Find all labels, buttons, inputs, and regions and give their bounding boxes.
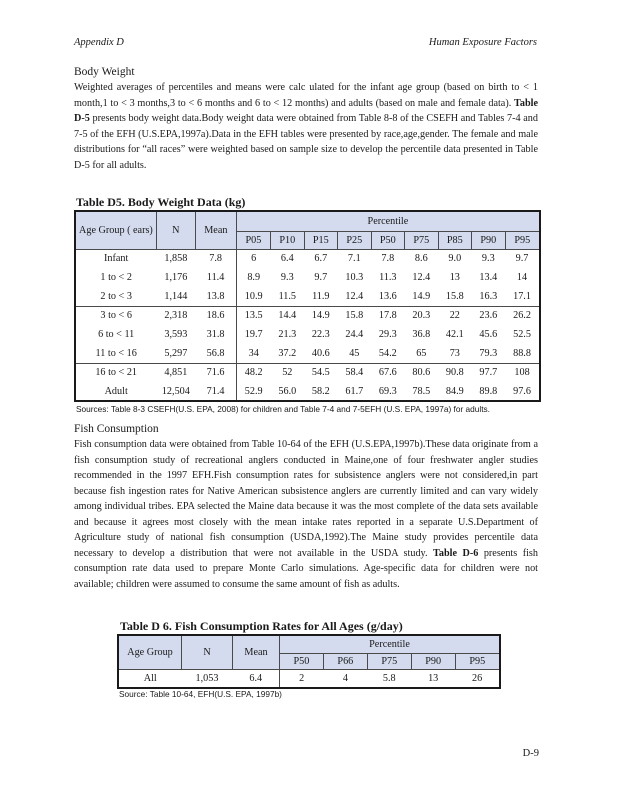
cell-percentile-value: 9.0 [438, 249, 472, 268]
table-row [75, 268, 540, 287]
cell-mean: 71.6 [195, 363, 236, 382]
table-d5-source: Sources: Table 8-3 CSEFH(U.S. EPA, 2008) for children and Table 7-4 and 7-5EFH (U.S. EPA, 1997a) for adults. [76, 404, 490, 414]
column-header-percentile: Percentile [280, 635, 501, 653]
column-header-age-group: Age Group ( ears) [75, 211, 156, 249]
body-weight-paragraph [74, 80, 538, 173]
paragraph-text: presents body weight data.Body weight data were obtained from Table 8-8 of the CSEFH and Tables 7-4 and 7-5 of the EFH (U.S.EPA,1997a).Data in the EFH tables were presented by race,age,gender. The female and male distributions for “all races” were weighted based on sample size to develop the percentile data presented in Table D-5 for all adults. [74, 113, 538, 171]
cell-percentile-value: 15.8 [438, 287, 472, 306]
table-d6-source: Source: Table 10-64, EFH(U.S. EPA, 1997b) [119, 689, 282, 699]
cell-percentile-value: 88.8 [505, 344, 540, 363]
cell-n: 5,297 [156, 344, 195, 363]
cell-percentile-value: 29.3 [371, 325, 405, 344]
cell-percentile-value: 48.2 [236, 363, 270, 382]
cell-percentile-value: 19.7 [236, 325, 270, 344]
table-d5-caption: Table D5. Body Weight Data (kg) [76, 195, 246, 209]
cell-n: 3,593 [156, 325, 195, 344]
cell-percentile-value: 26.2 [505, 306, 540, 325]
cell-percentile-value: 17.1 [505, 287, 540, 306]
cell-percentile-value: 89.8 [472, 382, 506, 401]
cell-age-group: 11 to < 16 [75, 344, 156, 363]
column-header-percentile-p05: P05 [236, 231, 270, 249]
cell-percentile-value: 22.3 [304, 325, 338, 344]
cell-percentile-value: 13 [411, 669, 455, 688]
column-header-n: N [156, 211, 195, 249]
cell-percentile-value: 14 [505, 268, 540, 287]
cell-n: 12,504 [156, 382, 195, 401]
cell-percentile-value: 79.3 [472, 344, 506, 363]
cell-percentile-value: 16.3 [472, 287, 506, 306]
cell-percentile-value: 52.9 [236, 382, 270, 401]
table-row [75, 363, 540, 382]
cell-percentile-value: 13.4 [472, 268, 506, 287]
header-appendix: Appendix D [74, 37, 124, 48]
cell-percentile-value: 42.1 [438, 325, 472, 344]
cell-age-group: 16 to < 21 [75, 363, 156, 382]
cell-percentile-value: 11.5 [271, 287, 305, 306]
cell-percentile-value: 52 [271, 363, 305, 382]
cell-percentile-value: 10.9 [236, 287, 270, 306]
cell-percentile-value: 45 [338, 344, 372, 363]
cell-percentile-value: 23.6 [472, 306, 506, 325]
column-header-percentile-p95: P95 [455, 653, 500, 669]
cell-percentile-value: 9.7 [304, 268, 338, 287]
table-row [75, 306, 540, 325]
cell-percentile-value: 10.3 [338, 268, 372, 287]
page-number: D-9 [522, 748, 539, 759]
paragraph-text: presents fish consumption rate data used to prepare Monte Carlo simulations. Age-specific data for children were not available; children were assumed to consume the same amount of fish as adults. [74, 547, 538, 590]
cell-percentile-value: 6 [236, 249, 270, 268]
cell-percentile-value: 9.3 [472, 249, 506, 268]
table-row [118, 669, 500, 688]
column-header-percentile-p90: P90 [472, 231, 506, 249]
cell-percentile-value: 8.9 [236, 268, 270, 287]
cell-mean: 13.8 [195, 287, 236, 306]
cell-percentile-value: 12.4 [338, 287, 372, 306]
column-header-percentile-p90: P90 [411, 653, 455, 669]
column-header-percentile-p25: P25 [338, 231, 372, 249]
cell-age-group: Adult [75, 382, 156, 401]
cell-mean: 11.4 [195, 268, 236, 287]
cell-percentile-value: 14.9 [405, 287, 439, 306]
cell-mean: 31.8 [195, 325, 236, 344]
paragraph-text: Weighted averages of percentiles and means were calc ulated for the infant age group (based on birth to < 1 month,1 to < 3 months,3 to < 6 months and 6 to < 12 months) and adults (based on male and female data). [74, 82, 538, 109]
cell-percentile-value: 7.8 [371, 249, 405, 268]
cell-percentile-value: 7.1 [338, 249, 372, 268]
cell-percentile-value: 97.6 [505, 382, 540, 401]
cell-percentile-value: 97.7 [472, 363, 506, 382]
cell-percentile-value: 56.0 [271, 382, 305, 401]
cell-percentile-value: 13 [438, 268, 472, 287]
cell-percentile-value: 37.2 [271, 344, 305, 363]
cell-percentile-value: 40.6 [304, 344, 338, 363]
cell-percentile-value: 2 [280, 669, 324, 688]
cell-age-group: All [118, 669, 182, 688]
cell-age-group: 2 to < 3 [75, 287, 156, 306]
cell-n: 1,858 [156, 249, 195, 268]
cell-percentile-value: 45.6 [472, 325, 506, 344]
column-header-percentile-p50: P50 [371, 231, 405, 249]
cell-percentile-value: 58.4 [338, 363, 372, 382]
column-header-percentile-p95: P95 [505, 231, 540, 249]
cell-percentile-value: 9.3 [271, 268, 305, 287]
cell-age-group: 6 to < 11 [75, 325, 156, 344]
cell-mean: 7.8 [195, 249, 236, 268]
cell-age-group: 1 to < 2 [75, 268, 156, 287]
cell-percentile-value: 13.5 [236, 306, 270, 325]
table-row [75, 344, 540, 363]
cell-percentile-value: 11.9 [304, 287, 338, 306]
cell-percentile-value: 80.6 [405, 363, 439, 382]
cell-percentile-value: 58.2 [304, 382, 338, 401]
table-row [75, 287, 540, 306]
column-header-n: N [182, 635, 233, 669]
cell-n: 4,851 [156, 363, 195, 382]
cell-percentile-value: 61.7 [338, 382, 372, 401]
cell-percentile-value: 36.8 [405, 325, 439, 344]
cell-mean: 18.6 [195, 306, 236, 325]
cell-percentile-value: 54.2 [371, 344, 405, 363]
column-header-mean: Mean [195, 211, 236, 249]
cell-percentile-value: 84.9 [438, 382, 472, 401]
cell-percentile-value: 22 [438, 306, 472, 325]
table-row [75, 325, 540, 344]
cell-percentile-value: 5.8 [367, 669, 411, 688]
cell-percentile-value: 8.6 [405, 249, 439, 268]
cell-percentile-value: 67.6 [371, 363, 405, 382]
column-header-percentile-p10: P10 [271, 231, 305, 249]
cell-percentile-value: 26 [455, 669, 500, 688]
cell-percentile-value: 13.6 [371, 287, 405, 306]
cell-percentile-value: 52.5 [505, 325, 540, 344]
column-header-percentile: Percentile [236, 211, 540, 231]
column-header-percentile-p66: P66 [323, 653, 367, 669]
cell-percentile-value: 73 [438, 344, 472, 363]
header-document-title: Human Exposure Factors [428, 37, 537, 48]
column-header-percentile-p85: P85 [438, 231, 472, 249]
cell-percentile-value: 78.5 [405, 382, 439, 401]
column-header-percentile-p75: P75 [367, 653, 411, 669]
fish-consumption-table [117, 634, 501, 689]
cell-percentile-value: 17.8 [371, 306, 405, 325]
column-header-age-group: Age Group [118, 635, 182, 669]
cell-percentile-value: 69.3 [371, 382, 405, 401]
table-row [75, 382, 540, 401]
table-reference: Table D-6 [433, 547, 479, 559]
cell-percentile-value: 34 [236, 344, 270, 363]
section-title-fish-consumption: Fish Consumption [74, 423, 159, 435]
column-header-percentile-p15: P15 [304, 231, 338, 249]
cell-n: 1,053 [182, 669, 233, 688]
cell-percentile-value: 4 [323, 669, 367, 688]
cell-percentile-value: 20.3 [405, 306, 439, 325]
table-row [75, 249, 540, 268]
cell-age-group: 3 to < 6 [75, 306, 156, 325]
cell-percentile-value: 9.7 [505, 249, 540, 268]
body-weight-table [74, 210, 541, 402]
cell-n: 1,176 [156, 268, 195, 287]
cell-percentile-value: 12.4 [405, 268, 439, 287]
cell-mean: 71.4 [195, 382, 236, 401]
cell-mean: 6.4 [233, 669, 280, 688]
cell-percentile-value: 11.3 [371, 268, 405, 287]
cell-mean: 56.8 [195, 344, 236, 363]
cell-percentile-value: 21.3 [271, 325, 305, 344]
cell-percentile-value: 14.9 [304, 306, 338, 325]
cell-percentile-value: 90.8 [438, 363, 472, 382]
column-header-percentile-p50: P50 [280, 653, 324, 669]
cell-percentile-value: 54.5 [304, 363, 338, 382]
cell-percentile-value: 24.4 [338, 325, 372, 344]
cell-age-group: Infant [75, 249, 156, 268]
paragraph-text: Fish consumption data were obtained from Table 10-64 of the EFH (U.S.EPA,1997b).These data originate from a fish consumption study of recreational anglers conducted in Maine,one of four freshwater angler studies recommended in the 1997 EFH.Fish consumption rates for subsistence anglers were not considered,in part because fish ingestion rates for Native American subsistence anglers are currently limited and can vary widely among individual tribes. EPA selected the Maine data because it was the most complete of the data sets available and because it agrees most closely with the mean intake rates reported in a separate U.S.Department of Agriculture study of national fish consumption (USDA,1992).The Maine study provides percentile data necessary to develop a distribution that were not available in the USDA study. [74, 439, 538, 559]
cell-percentile-value: 108 [505, 363, 540, 382]
cell-percentile-value: 65 [405, 344, 439, 363]
cell-n: 1,144 [156, 287, 195, 306]
cell-percentile-value: 6.7 [304, 249, 338, 268]
cell-percentile-value: 14.4 [271, 306, 305, 325]
cell-n: 2,318 [156, 306, 195, 325]
fish-consumption-paragraph [74, 437, 538, 592]
cell-percentile-value: 6.4 [271, 249, 305, 268]
column-header-percentile-p75: P75 [405, 231, 439, 249]
table-d6-caption: Table D 6. Fish Consumption Rates for All Ages (g/day) [120, 619, 403, 633]
section-title-body-weight: Body Weight [74, 66, 135, 78]
cell-percentile-value: 15.8 [338, 306, 372, 325]
table-reference: Table D-5 [74, 97, 538, 124]
column-header-mean: Mean [233, 635, 280, 669]
